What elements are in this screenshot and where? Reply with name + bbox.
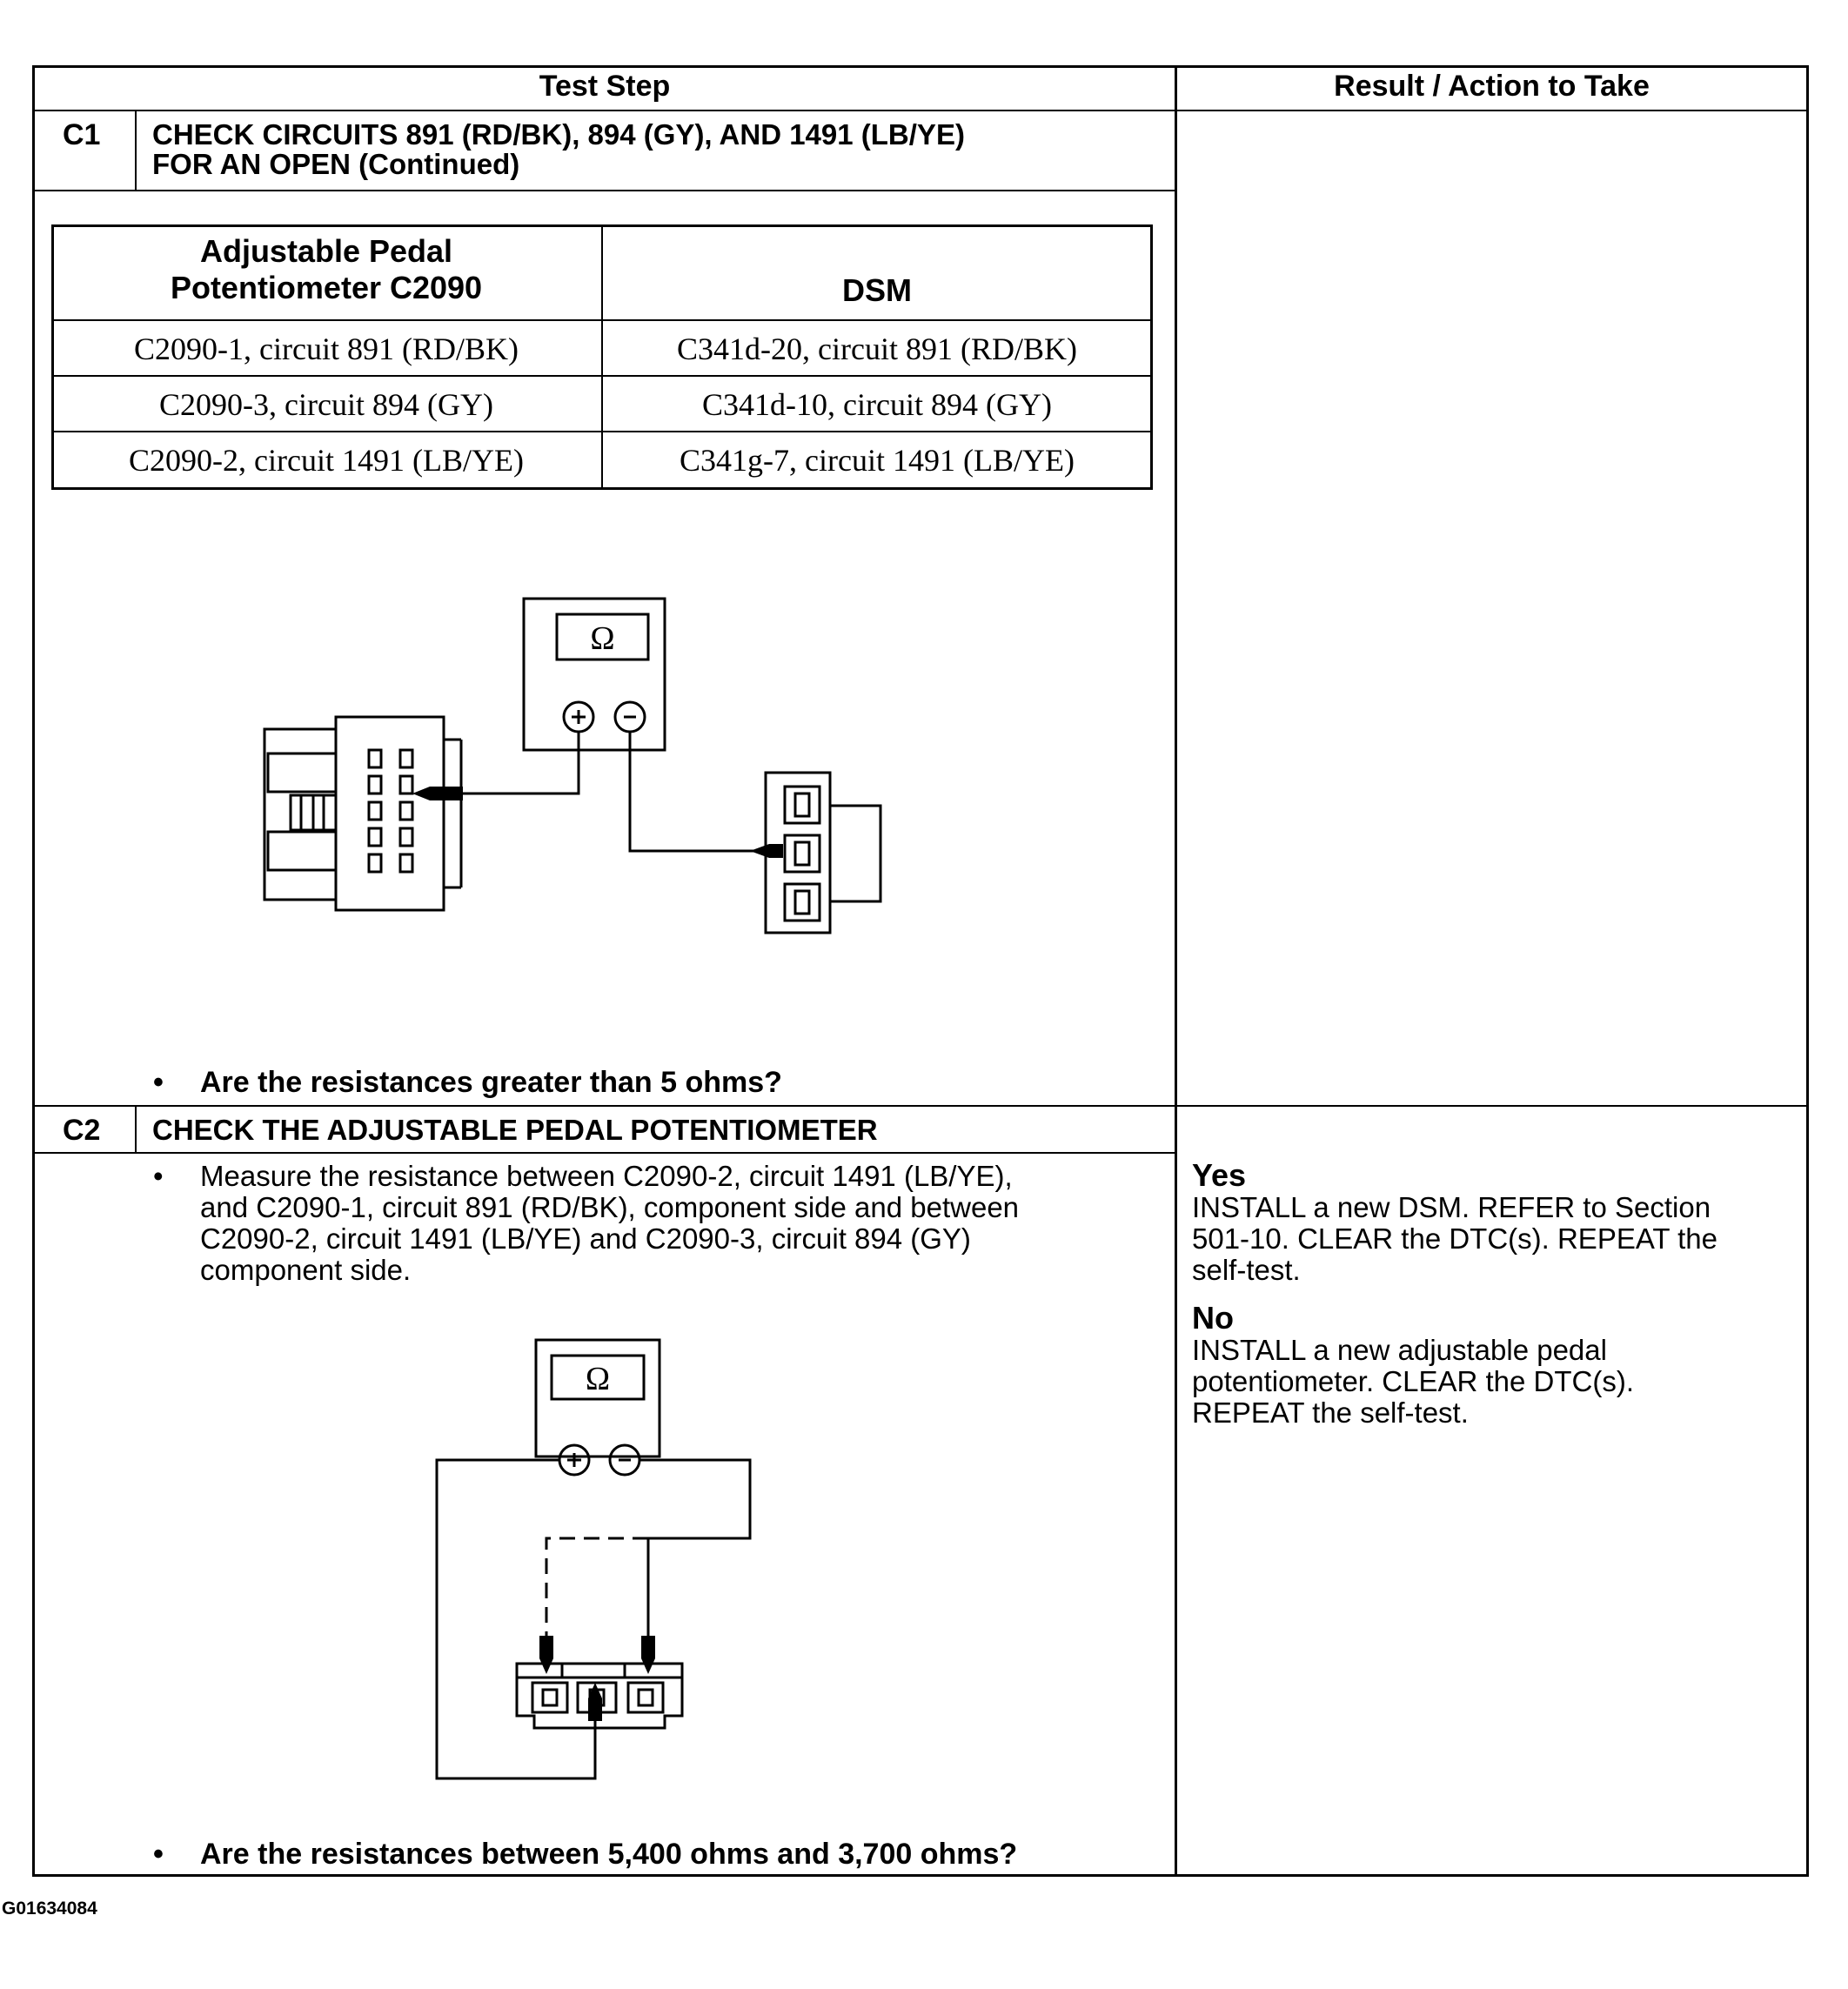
c1-question-bullet: • [153, 1066, 164, 1099]
pin-table-header-dsm: DSM [842, 272, 912, 308]
pin-table-cell: C2090-1, circuit 891 (RD/BK) [134, 332, 519, 366]
c2-instruction-line: and C2090-1, circuit 891 (RD/BK), component side and between [200, 1191, 1020, 1223]
c1-step-title-line1: CHECK CIRCUITS 891 (RD/BK), 894 (GY), AND 1491 (LB/YE) [152, 118, 965, 151]
no-action-line: REPEAT the self-test. [1192, 1396, 1469, 1429]
c2-instruction-line: component side. [200, 1254, 412, 1286]
yes-action [1192, 1192, 1801, 1286]
no-action-line: INSTALL a new adjustable pedal [1192, 1334, 1607, 1366]
no-label: No [1192, 1300, 1234, 1336]
c1-question: Are the resistances greater than 5 ohms? [200, 1066, 782, 1099]
pin-table-header-c2090-line2: Potentiometer C2090 [170, 270, 483, 305]
c2-step-id: C2 [63, 1114, 101, 1147]
c2-step-title: CHECK THE ADJUSTABLE PEDAL POTENTIOMETER [152, 1114, 878, 1146]
pin-table-cell: C2090-2, circuit 1491 (LB/YE) [129, 443, 524, 478]
yes-action-line: self-test. [1192, 1254, 1301, 1286]
result-action-header: Result / Action to Take [1334, 70, 1650, 103]
c2-instruction-line: C2090-2, circuit 1491 (LB/YE) and C2090-3, circuit 894 (GY) [200, 1222, 971, 1255]
c1-meter-ohm-symbol: Ω [590, 620, 615, 657]
yes-action-line: INSTALL a new DSM. REFER to Section [1192, 1191, 1711, 1223]
figure-id: G01634084 [2, 1899, 97, 1919]
c2-instruction-line: Measure the resistance between C2090-2, circuit 1491 (LB/YE), [200, 1160, 1013, 1192]
no-action [1192, 1335, 1801, 1429]
c2-instruction-bullet: • [153, 1160, 164, 1192]
pin-table-cell: C341g-7, circuit 1491 (LB/YE) [680, 443, 1075, 478]
pin-table-cell: C341d-10, circuit 894 (GY) [702, 387, 1052, 422]
c2-question: Are the resistances between 5,400 ohms and 3,700 ohms? [200, 1838, 1018, 1871]
c2-meter-ohm-symbol: Ω [585, 1361, 611, 1397]
pin-table-cell: C341d-20, circuit 891 (RD/BK) [677, 332, 1077, 366]
pin-table-header-c2090-line1: Adjustable Pedal [199, 233, 453, 269]
yes-action-line: 501-10. CLEAR the DTC(s). REPEAT the [1192, 1222, 1718, 1255]
pin-table-cell: C2090-3, circuit 894 (GY) [159, 387, 493, 422]
c1-step-title-line2: FOR AN OPEN (Continued) [152, 148, 520, 180]
test-step-header: Test Step [539, 70, 671, 103]
c1-step-id: C1 [63, 118, 101, 151]
yes-label: Yes [1192, 1157, 1247, 1193]
no-action-line: potentiometer. CLEAR the DTC(s). [1192, 1365, 1635, 1397]
c2-question-bullet: • [153, 1838, 164, 1871]
